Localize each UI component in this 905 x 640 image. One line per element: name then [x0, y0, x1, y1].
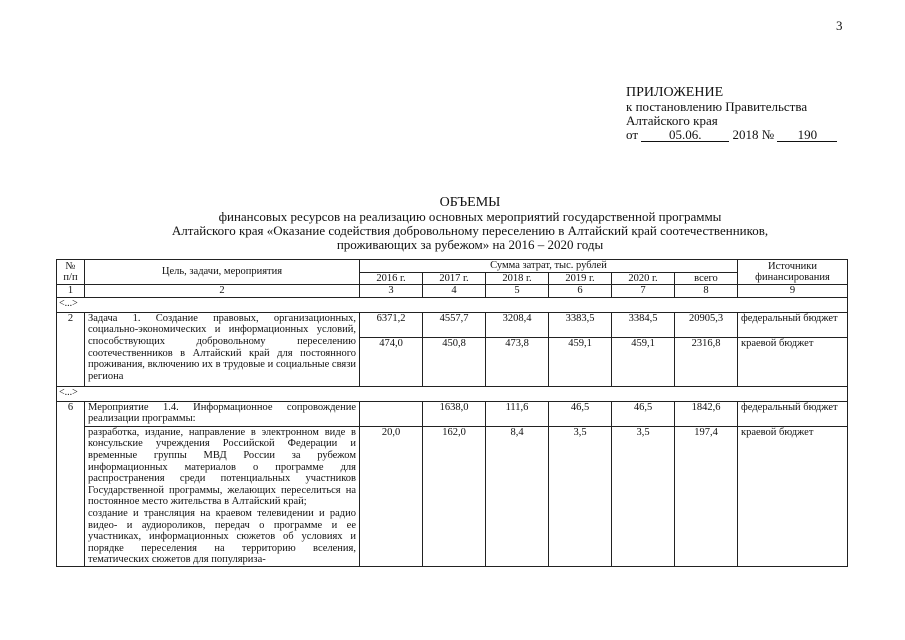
date-year: 2018	[732, 127, 759, 142]
value-cell: 3384,5	[612, 312, 675, 337]
source-cell: краевой бюджет	[738, 426, 848, 566]
number-sign: №	[761, 127, 775, 142]
ellipsis-row	[57, 297, 848, 312]
header-year-2019: 2019 г.	[549, 272, 612, 285]
row-description: Задача 1. Создание правовых, организационных, социально-экономических и информационных условий, способствующих добровольному переселению соотечественников в Алтайский край для постоянного проживания, включению их в трудовые и социальные связи региона	[85, 312, 360, 386]
ellipsis-text: <...>	[57, 386, 848, 401]
value-cell: 46,5	[549, 401, 612, 426]
col-number: 9	[738, 285, 848, 298]
source-cell: краевой бюджет	[738, 337, 848, 386]
description-part-1: разработка, издание, направление в электронном виде в консульские учреждения Российской Федерации и временные группы МВД России за рубежом информационных материалов о программе для распространения среди потенциальных участников Государственной программы, желающих переселиться на постоянное место жительства в Алтайский край;	[88, 426, 356, 508]
header-year-2017: 2017 г.	[423, 272, 486, 285]
col-number: 5	[486, 285, 549, 298]
value-cell: 3383,5	[549, 312, 612, 337]
row-description-continued	[85, 426, 360, 566]
value-cell: 162,0	[423, 426, 486, 566]
ellipsis-row	[57, 386, 848, 401]
header-goal: Цель, задачи, мероприятия	[85, 260, 360, 285]
decree-number: 190	[777, 129, 837, 142]
col-number: 1	[57, 285, 85, 298]
value-cell: 20,0	[360, 426, 423, 566]
ellipsis-text: <...>	[57, 297, 848, 312]
value-cell: 1842,6	[675, 401, 738, 426]
value-cell: 459,1	[549, 337, 612, 386]
appendix-heading: ПРИЛОЖЕНИЕ	[626, 85, 724, 100]
table-row	[57, 401, 848, 426]
value-cell: 46,5	[612, 401, 675, 426]
appendix-line-2: к постановлению Правительства	[626, 99, 808, 114]
col-number: 3	[360, 285, 423, 298]
value-cell: 20905,3	[675, 312, 738, 337]
table-row	[57, 426, 848, 566]
appendix-block	[626, 86, 837, 142]
value-cell: 6371,2	[360, 312, 423, 337]
value-cell: 3,5	[612, 426, 675, 566]
row-description: Мероприятие 1.4. Информационное сопровождение реализации программы:	[85, 401, 360, 426]
source-cell: федеральный бюджет	[738, 401, 848, 426]
col-number: 6	[549, 285, 612, 298]
value-cell: 4557,7	[423, 312, 486, 337]
header-num: № п/п	[57, 260, 85, 285]
value-cell: 3,5	[549, 426, 612, 566]
header-sources: Источники финансирования	[738, 260, 848, 285]
value-cell: 450,8	[423, 337, 486, 386]
header-year-2016: 2016 г.	[360, 272, 423, 285]
header-row	[57, 260, 848, 273]
value-cell: 3208,4	[486, 312, 549, 337]
from-label: от	[626, 127, 639, 142]
title-line-2: финансовых ресурсов на реализацию основных мероприятий государственной программы	[218, 209, 722, 224]
row-num: 6	[57, 401, 85, 566]
header-year-2018: 2018 г.	[486, 272, 549, 285]
value-cell: 111,6	[486, 401, 549, 426]
header-sum-group: Сумма затрат, тыс. рублей	[360, 260, 738, 273]
value-cell: 8,4	[486, 426, 549, 566]
table-row	[57, 312, 848, 337]
document-title	[40, 196, 900, 252]
column-number-row	[57, 285, 848, 298]
col-number: 8	[675, 285, 738, 298]
appendix-date-line	[626, 128, 837, 142]
financing-table	[56, 259, 848, 567]
value-cell: 459,1	[612, 337, 675, 386]
title-line-1: ОБЪЕМЫ	[439, 195, 501, 210]
value-cell	[360, 401, 423, 426]
value-cell: 474,0	[360, 337, 423, 386]
row-num: 2	[57, 312, 85, 386]
value-cell: 2316,8	[675, 337, 738, 386]
title-line-3: Алтайского края «Оказание содействия добровольному переселению в Алтайский край соотечественников,	[171, 223, 769, 238]
value-cell: 1638,0	[423, 401, 486, 426]
title-line-4: проживающих за рубежом» на 2016 – 2020 годы	[336, 237, 604, 252]
page-number: 3	[836, 18, 843, 33]
value-cell: 473,8	[486, 337, 549, 386]
col-number: 7	[612, 285, 675, 298]
header-total: всего	[675, 272, 738, 285]
appendix-line-3: Алтайского края	[626, 113, 718, 128]
col-number: 2	[85, 285, 360, 298]
value-cell: 197,4	[675, 426, 738, 566]
source-cell: федеральный бюджет	[738, 312, 848, 337]
col-number: 4	[423, 285, 486, 298]
header-year-2020: 2020 г.	[612, 272, 675, 285]
description-part-2: создание и трансляция на краевом телевидении и радио видео- и аудиороликов, передач о программе и ее участниках, информационных сюжетов об условиях и порядке переселения на территорию вселения, тематических сюжетов для популяриза-	[88, 507, 356, 566]
date-day-month: 05.06.	[641, 129, 729, 142]
